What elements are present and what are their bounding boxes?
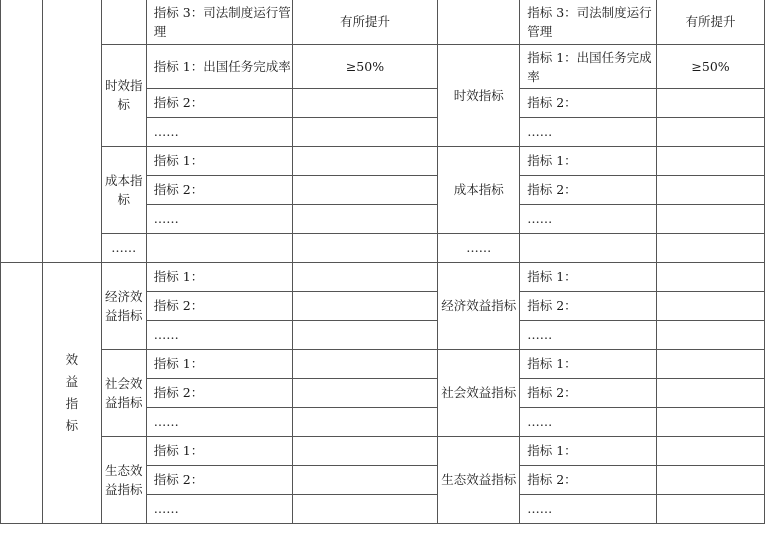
timeliness-row-3-label: ……	[146, 117, 292, 146]
right-ecological-row-1-label: 指标 1：	[520, 436, 657, 465]
ellipsis-blank-cell	[292, 233, 438, 262]
ecological-row-2-label: 指标 2：	[146, 465, 292, 494]
ecological-category: 生态效益指标	[101, 436, 146, 523]
output-blank-cell	[42, 0, 101, 262]
ecological-row-1-label: 指标 1：	[146, 436, 292, 465]
right-cost-category: 成本指标	[438, 146, 520, 233]
right-timeliness-row-2-value	[657, 88, 765, 117]
right-social-row-1-label: 指标 1：	[520, 349, 657, 378]
right-economic-row-1-label: 指标 1：	[520, 262, 657, 291]
right-ecological-row-2-value	[657, 465, 765, 494]
cost-row-1-label: 指标 1：	[146, 146, 292, 175]
timeliness-row-3-value	[292, 117, 438, 146]
cost-category: 成本指标	[101, 146, 146, 233]
right-social-category: 社会效益指标	[438, 349, 520, 436]
indicator-label: 指标 3：司法制度运行管理	[146, 0, 292, 44]
cost-row-2-label: 指标 2：	[146, 175, 292, 204]
right-social-row-2-label: 指标 2：	[520, 378, 657, 407]
timeliness-category: 时效指标	[101, 44, 146, 146]
social-category: 社会效益指标	[101, 349, 146, 436]
category-blank-cell	[101, 0, 146, 44]
right-economic-row-2-value	[657, 291, 765, 320]
ellipsis-blank-cell	[146, 233, 292, 262]
right-cost-row-3-label: ……	[520, 204, 657, 233]
cost-row-3-label: ……	[146, 204, 292, 233]
ellipsis-cell: ……	[101, 233, 146, 262]
economic-row-2-label: 指标 2：	[146, 291, 292, 320]
cost-row-3-value	[292, 204, 438, 233]
economic-row-3-value	[292, 320, 438, 349]
economic-row-2-value	[292, 291, 438, 320]
benefit-title-char: 益	[65, 373, 79, 389]
right-economic-row-2-label: 指标 2：	[520, 291, 657, 320]
right-social-row-2-value	[657, 378, 765, 407]
ecological-row-1-value	[292, 436, 438, 465]
right-cost-row-1-value	[657, 146, 765, 175]
benefit-title	[42, 262, 101, 523]
economic-row-1-label: 指标 1：	[146, 262, 292, 291]
social-row-2-value	[292, 378, 438, 407]
right-social-row-3-value	[657, 407, 765, 436]
right-indicator-value: 有所提升	[657, 0, 765, 44]
right-economic-row-3-label: ……	[520, 320, 657, 349]
timeliness-row-2-value	[292, 88, 438, 117]
benefit-title-char: 标	[65, 417, 79, 433]
right-ellipsis-blank-cell	[657, 233, 765, 262]
cost-row-2-value	[292, 175, 438, 204]
ecological-row-3-label: ……	[146, 494, 292, 523]
timeliness-row-1-label: 指标 1：出国任务完成率	[146, 44, 292, 88]
right-timeliness-row-3-label: ……	[520, 117, 657, 146]
right-ecological-category: 生态效益指标	[438, 436, 520, 523]
social-row-2-label: 指标 2：	[146, 378, 292, 407]
right-category-blank-cell	[438, 0, 520, 44]
right-ecological-row-3-value	[657, 494, 765, 523]
right-timeliness-row-1-label: 指标 1：出国任务完成率	[520, 44, 657, 88]
outer-blank-cell	[1, 0, 43, 262]
right-cost-row-2-value	[657, 175, 765, 204]
social-row-3-value	[292, 407, 438, 436]
right-ellipsis-blank-cell	[520, 233, 657, 262]
social-row-1-value	[292, 349, 438, 378]
economic-row-1-value	[292, 262, 438, 291]
benefit-title-char: 指	[65, 395, 79, 411]
timeliness-row-2-label: 指标 2：	[146, 88, 292, 117]
right-social-row-1-value	[657, 349, 765, 378]
right-ecological-row-2-label: 指标 2：	[520, 465, 657, 494]
right-cost-row-2-label: 指标 2：	[520, 175, 657, 204]
benefit-title-text	[43, 349, 101, 437]
timeliness-row-1-value: ≥50%	[292, 44, 438, 88]
right-cost-row-3-value	[657, 204, 765, 233]
right-ecological-row-3-label: ……	[520, 494, 657, 523]
cost-row-1-value	[292, 146, 438, 175]
ecological-row-2-value	[292, 465, 438, 494]
right-ecological-row-1-value	[657, 436, 765, 465]
social-row-1-label: 指标 1：	[146, 349, 292, 378]
social-row-3-label: ……	[146, 407, 292, 436]
right-timeliness-row-2-label: 指标 2：	[520, 88, 657, 117]
outer-blank-cell	[1, 262, 43, 523]
benefit-title-char: 效	[65, 351, 79, 367]
right-social-row-3-label: ……	[520, 407, 657, 436]
right-economic-row-3-value	[657, 320, 765, 349]
economic-category: 经济效益指标	[101, 262, 146, 349]
right-cost-row-1-label: 指标 1：	[520, 146, 657, 175]
ecological-row-3-value	[292, 494, 438, 523]
right-economic-row-1-value	[657, 262, 765, 291]
right-ellipsis-cell: ……	[438, 233, 520, 262]
right-timeliness-category: 时效指标	[438, 44, 520, 146]
right-timeliness-row-3-value	[657, 117, 765, 146]
economic-row-3-label: ……	[146, 320, 292, 349]
right-economic-category: 经济效益指标	[438, 262, 520, 349]
right-indicator-label: 指标 3：司法制度运行管理	[520, 0, 657, 44]
indicator-value: 有所提升	[292, 0, 438, 44]
right-timeliness-row-1-value: ≥50%	[657, 44, 765, 88]
